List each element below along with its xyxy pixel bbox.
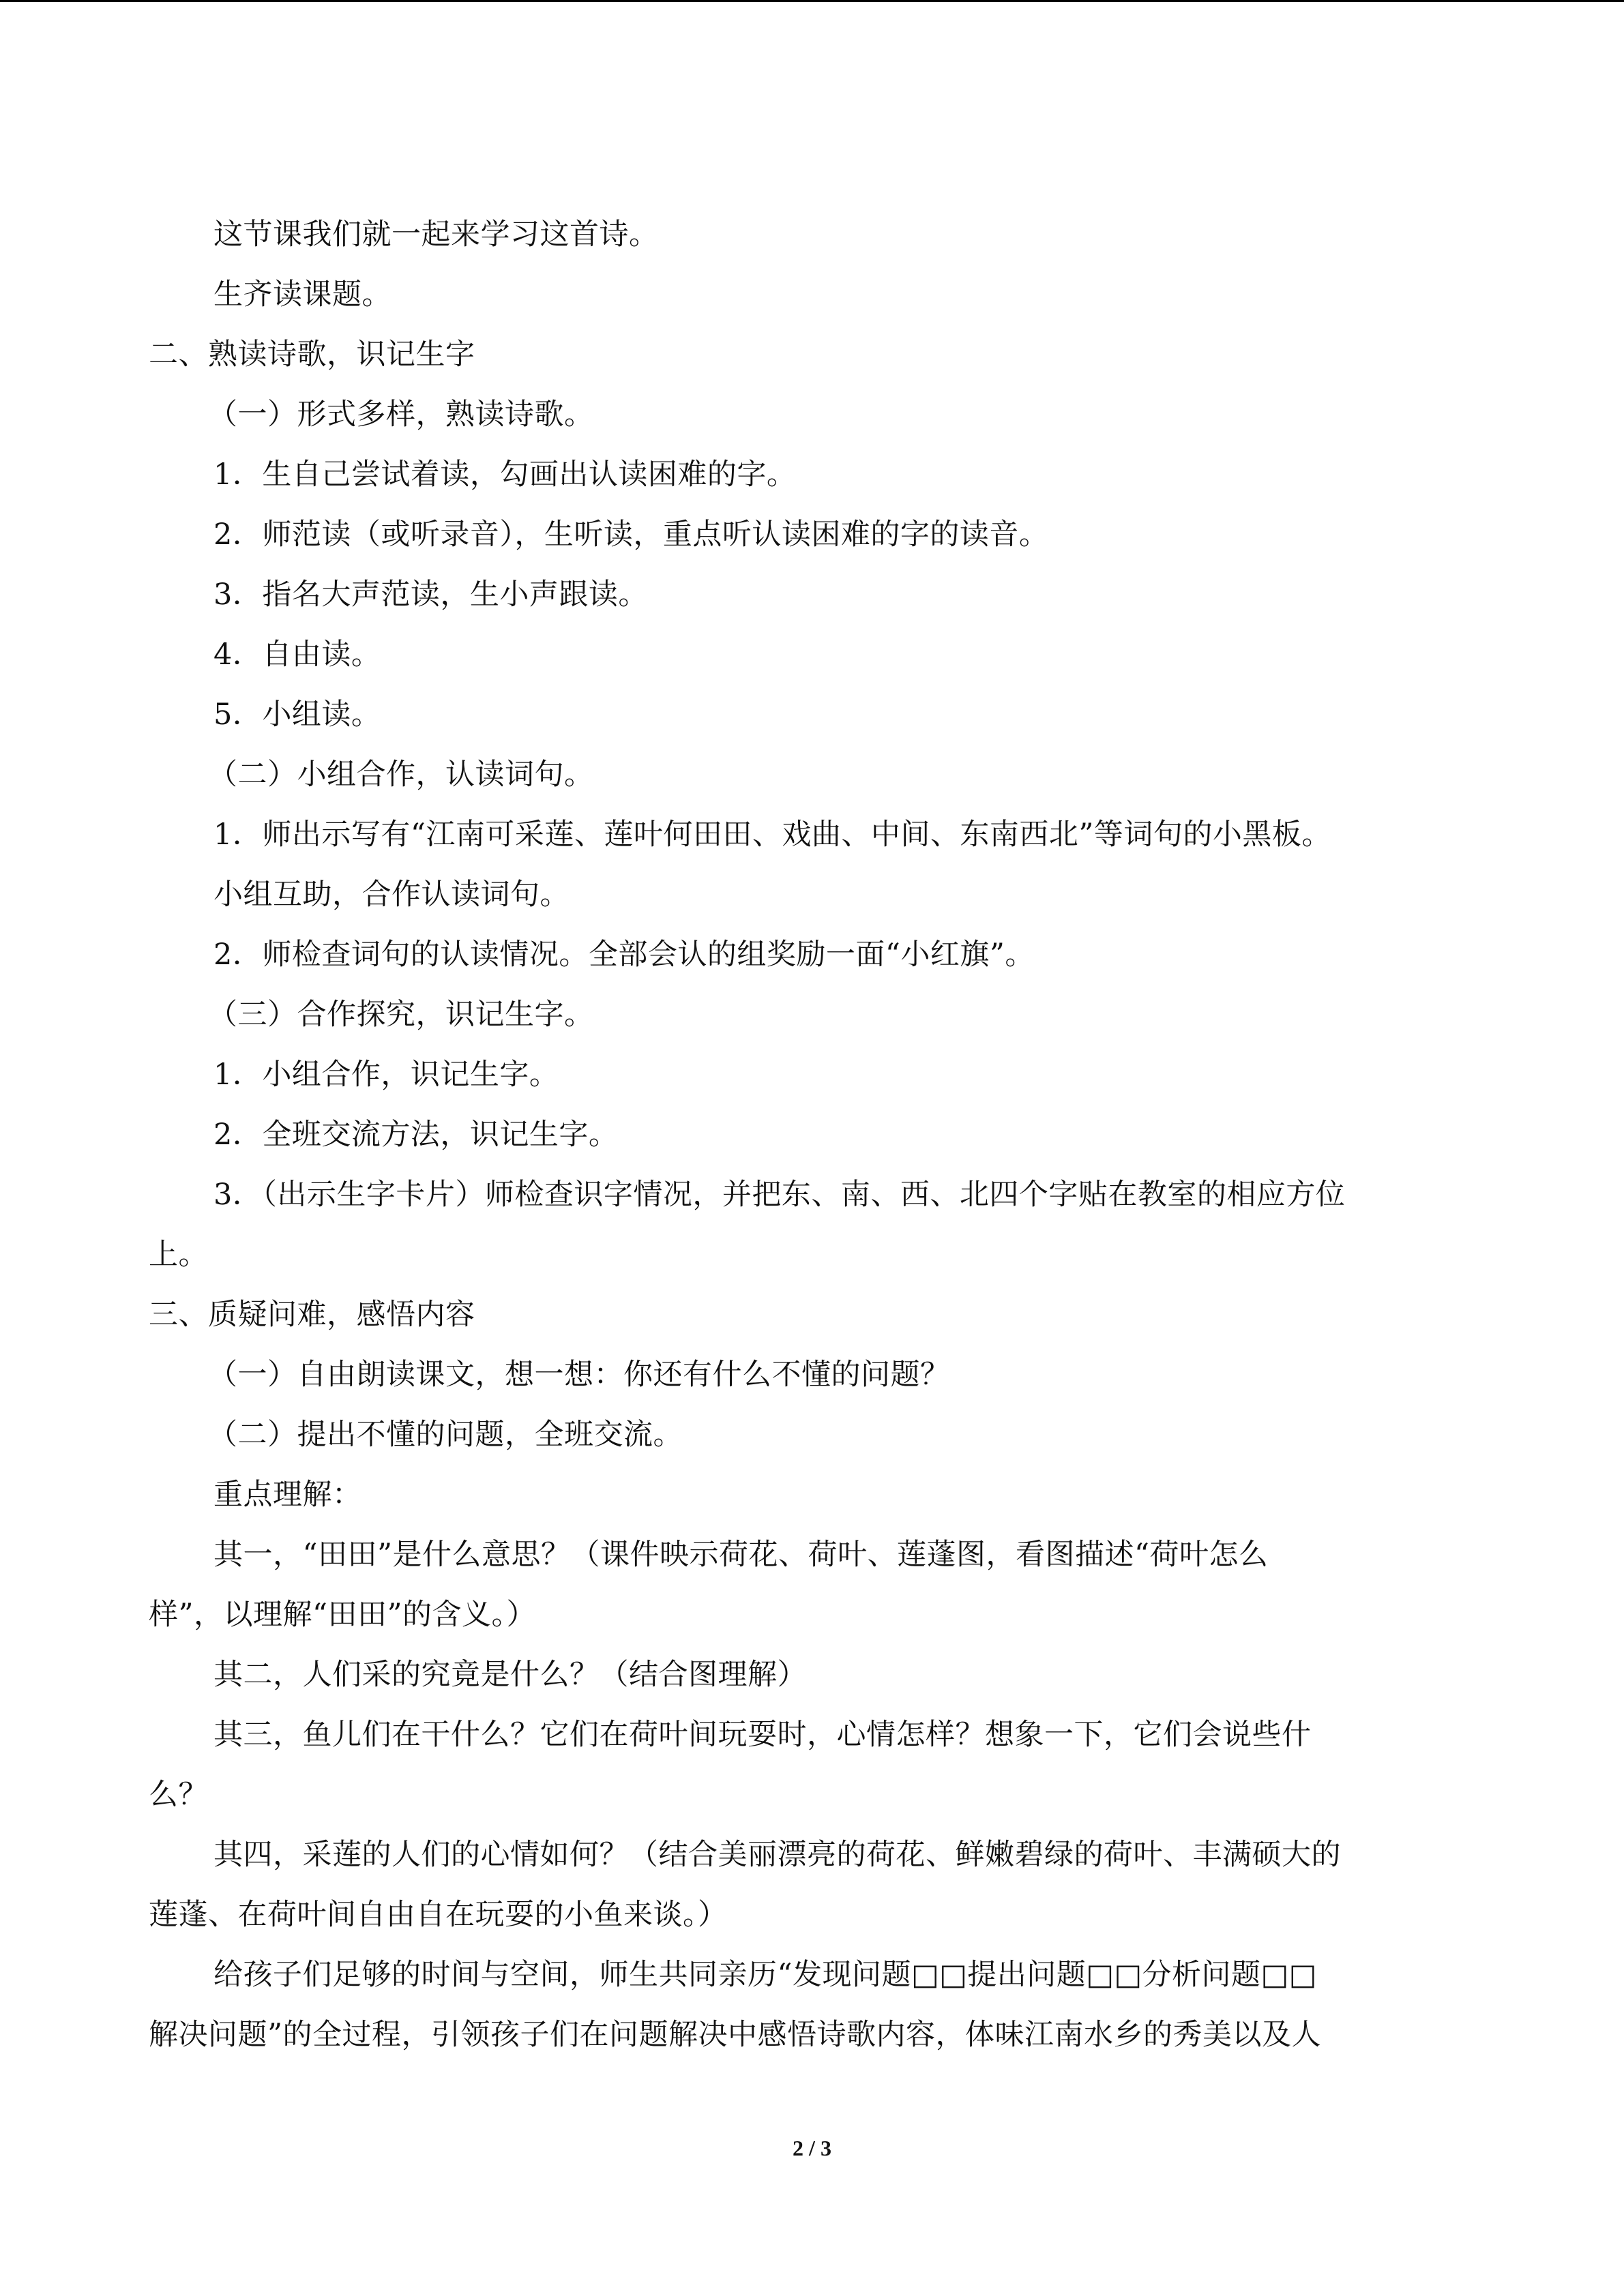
- subsection-heading: （一）形式多样，熟读诗歌。: [208, 398, 594, 432]
- section-heading: 三、质疑问难，感悟内容: [149, 1298, 475, 1332]
- subsection-heading: （二）提出不懂的问题，全班交流。: [208, 1418, 683, 1452]
- subsection-heading: （一）自由朗读课文，想一想：你还有什么不懂的问题？: [208, 1358, 950, 1392]
- subsection-heading: （三）合作探究，识记生字。: [208, 998, 594, 1032]
- list-item: 1．小组合作，识记生字。: [213, 1058, 559, 1092]
- paragraph-line: 重点理解：: [213, 1478, 362, 1512]
- paragraph-line: 给孩子们足够的时间与空间，师生共同亲历“发现问题□□提出问题□□分析问题□□: [213, 1958, 1317, 1992]
- list-item: 3．（出示生字卡片）师检查识字情况，并把东、南、西、北四个字贴在教室的相应方位: [213, 1178, 1346, 1212]
- list-item: 1．生自己尝试着读，勾画出认读困难的字。: [213, 458, 797, 492]
- paragraph-line: 其四，采莲的人们的心情如何？（结合美丽漂亮的荷花、鲜嫩碧绿的荷叶、丰满硕大的: [213, 1838, 1341, 1872]
- paragraph-line: 这节课我们就一起来学习这首诗。: [213, 218, 659, 252]
- paragraph-line: 生齐读课题。: [213, 278, 392, 312]
- list-item: 3．指名大声范读，生小声跟读。: [213, 578, 648, 612]
- paragraph-line: 其三，鱼儿们在干什么？它们在荷叶间玩耍时，心情怎样？想象一下，它们会说些什: [213, 1718, 1312, 1752]
- paragraph-line: 其一，“田田”是什么意思？（课件映示荷花、荷叶、莲蓬图，看图描述“荷叶怎么: [213, 1538, 1269, 1572]
- paragraph-continuation: 莲蓬、在荷叶间自由自在玩耍的小鱼来谈。）: [149, 1898, 728, 1932]
- section-heading: 二、熟读诗歌，识记生字: [149, 338, 475, 372]
- paragraph-line: 小组互助，合作认读词句。: [213, 878, 570, 912]
- page-number: 2 / 3: [793, 2136, 831, 2160]
- list-item: 2．师检查词句的认读情况。全部会认的组奖励一面“小红旗”。: [213, 938, 1035, 972]
- list-item: 1．师出示写有“江南可采莲、莲叶何田田、戏曲、中间、东南西北”等词句的小黑板。: [213, 818, 1331, 852]
- paragraph-continuation: 么？: [149, 1778, 208, 1812]
- list-item: 2．全班交流方法，识记生字。: [213, 1118, 619, 1152]
- paragraph-continuation: 上。: [149, 1238, 208, 1272]
- paragraph-continuation: 解决问题”的全过程，引领孩子们在问题解决中感悟诗歌内容，体味江南水乡的秀美以及人: [149, 2018, 1321, 2052]
- paragraph-line: 其二，人们采的究竟是什么？（结合图理解）: [213, 1658, 807, 1692]
- list-item: 5．小组读。: [213, 698, 381, 732]
- list-item: 4．自由读。: [213, 638, 381, 672]
- paragraph-continuation: 样”，以理解“田田”的含义。）: [149, 1598, 536, 1632]
- list-item: 2．师范读（或听录音），生听读，重点听认读困难的字的读音。: [213, 518, 1049, 552]
- subsection-heading: （二）小组合作，认读词句。: [208, 758, 594, 792]
